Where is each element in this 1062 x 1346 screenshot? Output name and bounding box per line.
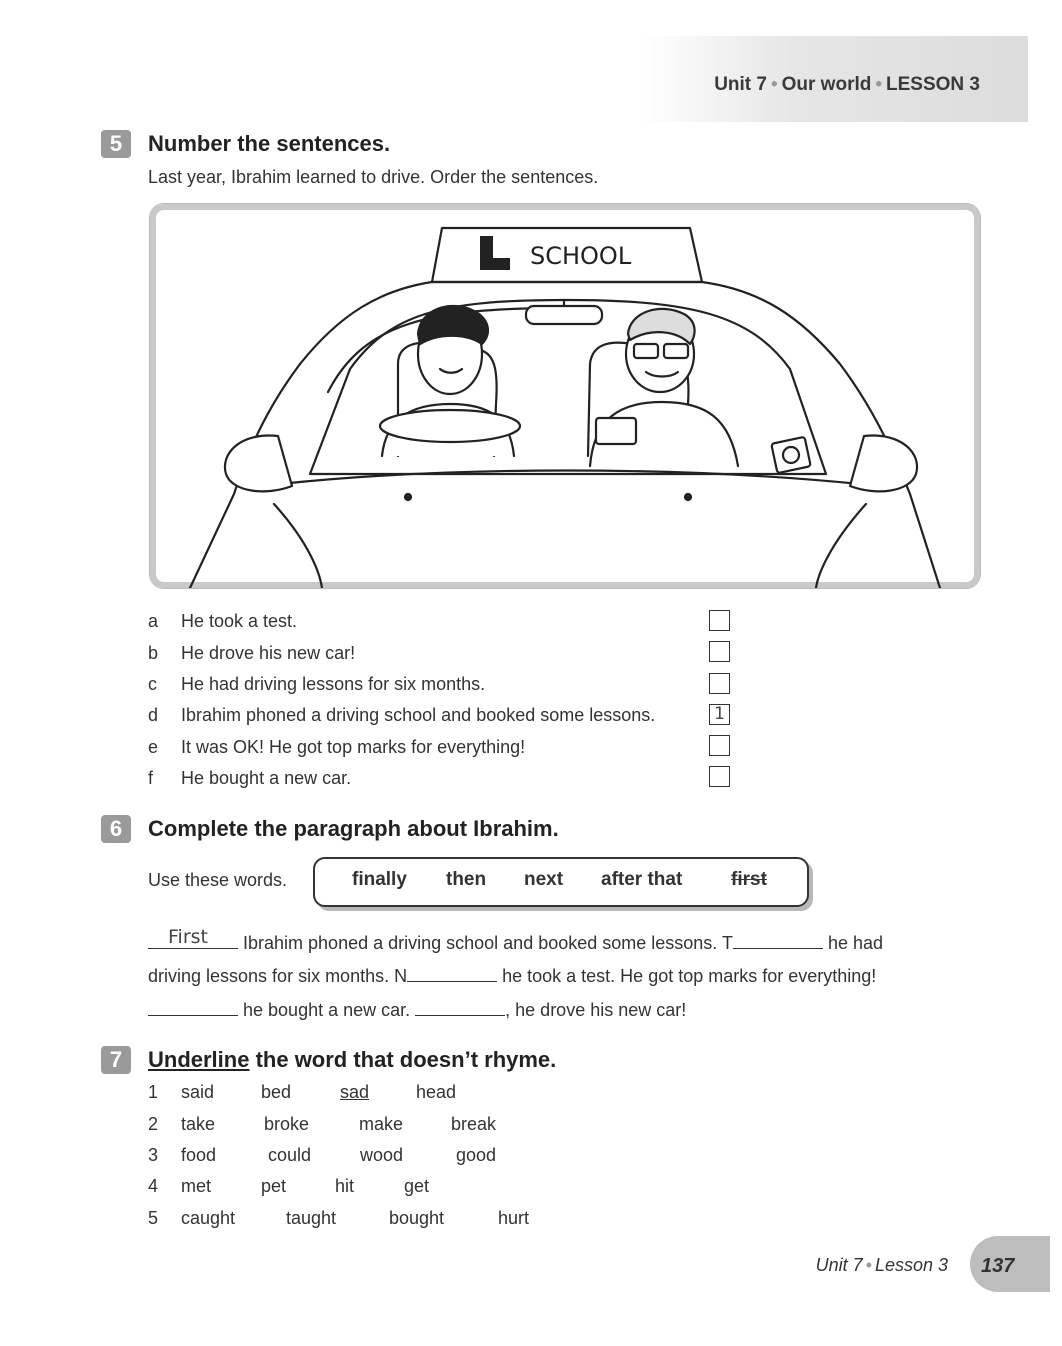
- header-unit: Unit 7: [714, 74, 767, 95]
- word-bank-item-used: first: [731, 869, 767, 890]
- rhyme-row-1: [148, 1082, 748, 1106]
- blank-4[interactable]: [148, 999, 238, 1016]
- rhyme-word[interactable]: good: [456, 1145, 497, 1165]
- sentence-letter: e: [148, 737, 159, 757]
- paragraph-line-1: [148, 926, 884, 954]
- rhyme-word[interactable]: head: [416, 1082, 457, 1102]
- rhyme-word[interactable]: wood: [360, 1145, 404, 1165]
- handwritten-answer: First: [168, 926, 208, 948]
- footer-dot: •: [865, 1255, 872, 1275]
- paragraph-text: Ibrahim phoned a driving school and booked some lessons. T: [243, 933, 733, 953]
- section-6-title: Complete the paragraph about Ibrahim.: [148, 816, 559, 841]
- section-5-number: 5: [101, 130, 131, 158]
- rhyme-word[interactable]: taught: [286, 1208, 337, 1228]
- answer-box-b[interactable]: [709, 641, 730, 662]
- row-number: 3: [148, 1145, 159, 1165]
- sentence-letter: d: [148, 705, 159, 725]
- driving-school-illustration: [150, 204, 980, 588]
- rhyme-row-3: [148, 1145, 748, 1169]
- rhyme-word[interactable]: food: [181, 1145, 217, 1165]
- section-5-title: Number the sentences.: [148, 131, 391, 156]
- section-7-number: 7: [101, 1046, 131, 1074]
- sentence-letter: a: [148, 611, 159, 631]
- use-these-words-label: Use these words.: [148, 870, 288, 890]
- paragraph-text: he took a test. He got top marks for everything!: [502, 966, 877, 986]
- row-number: 5: [148, 1208, 159, 1228]
- word-bank-item: after that: [601, 869, 683, 890]
- answer-box-f[interactable]: [709, 766, 730, 787]
- header-dot-1: •: [770, 74, 778, 95]
- sentence-d: [148, 705, 655, 729]
- rhyme-word[interactable]: hit: [335, 1176, 355, 1196]
- word-bank-item: finally: [352, 869, 407, 890]
- sentence-text: He took a test.: [181, 611, 298, 631]
- header-title: Our world: [781, 74, 872, 95]
- sentence-letter: b: [148, 643, 159, 663]
- paragraph-text: he had: [828, 933, 884, 953]
- sentence-b: [148, 643, 355, 667]
- row-number: 4: [148, 1176, 159, 1196]
- footer-unit: Unit 7: [815, 1255, 863, 1275]
- answer-box-e[interactable]: [709, 735, 730, 756]
- section-5-instruction: Last year, Ibrahim learned to drive. Order the sentences.: [148, 167, 599, 187]
- rhyme-row-2: [148, 1114, 748, 1138]
- rhyme-row-4: [148, 1176, 748, 1200]
- rhyme-word[interactable]: pet: [261, 1176, 287, 1196]
- blank-3[interactable]: [407, 965, 497, 982]
- footer-breadcrumb: [816, 1255, 948, 1276]
- sentence-text: He drove his new car!: [181, 643, 356, 663]
- row-number: 2: [148, 1114, 159, 1134]
- rhyme-word[interactable]: broke: [264, 1114, 310, 1134]
- blank-5[interactable]: [415, 999, 505, 1016]
- row-number: 1: [148, 1082, 159, 1102]
- l-plate-icon: [480, 236, 510, 270]
- sentence-e: [148, 737, 525, 761]
- rhyme-word[interactable]: get: [404, 1176, 430, 1196]
- rhyme-word[interactable]: bought: [389, 1208, 445, 1228]
- page-number: 137: [981, 1255, 1015, 1277]
- rhyme-word[interactable]: break: [451, 1114, 497, 1134]
- rhyme-word[interactable]: bed: [261, 1082, 292, 1102]
- answer-box-d[interactable]: 1: [709, 704, 730, 725]
- header-lesson: LESSON 3: [886, 74, 980, 95]
- footer-lesson: Lesson 3: [874, 1255, 948, 1275]
- sentence-a: [148, 611, 297, 635]
- paragraph-line-3: [148, 999, 686, 1021]
- sentence-f: [148, 768, 351, 792]
- rhyme-word[interactable]: caught: [181, 1208, 236, 1228]
- word-bank-item: then: [446, 869, 487, 890]
- rhyme-word[interactable]: take: [181, 1114, 216, 1134]
- paragraph-line-2: [148, 965, 876, 987]
- answer-box-c[interactable]: [709, 673, 730, 694]
- rhyme-word[interactable]: said: [181, 1082, 215, 1102]
- header-dot-2: •: [875, 74, 883, 95]
- paragraph-text: , he drove his new car!: [505, 1000, 687, 1020]
- section-7-title: [148, 1047, 556, 1073]
- title-rest: the word that doesn’t rhyme.: [249, 1047, 557, 1072]
- answer-box-a[interactable]: [709, 610, 730, 631]
- blank-1[interactable]: [148, 926, 238, 949]
- title-underlined-word: Underline: [148, 1047, 250, 1072]
- car-drawing: [150, 204, 980, 588]
- sentence-text: He bought a new car.: [181, 768, 352, 788]
- blank-2[interactable]: [733, 932, 823, 949]
- word-bank-item: next: [524, 869, 564, 890]
- paragraph-text: driving lessons for six months. N: [148, 966, 408, 986]
- rhyme-word[interactable]: met: [181, 1176, 212, 1196]
- sentence-text: Ibrahim phoned a driving school and booked some lessons.: [181, 705, 656, 725]
- section-6-number: 6: [101, 815, 131, 843]
- rhyme-word[interactable]: make: [359, 1114, 404, 1134]
- rhyme-word-underlined[interactable]: sad: [340, 1082, 370, 1102]
- sentence-letter: f: [148, 768, 154, 788]
- sentence-text: He had driving lessons for six months.: [181, 674, 486, 694]
- paragraph-text: he bought a new car.: [243, 1000, 411, 1020]
- sentence-text: It was OK! He got top marks for everything!: [181, 737, 526, 757]
- sentence-letter: c: [148, 674, 157, 694]
- rhyme-word[interactable]: could: [268, 1145, 312, 1165]
- sentence-c: [148, 674, 485, 698]
- rhyme-word[interactable]: hurt: [498, 1208, 530, 1228]
- header-breadcrumb: [714, 74, 980, 96]
- rhyme-row-5: [148, 1208, 748, 1232]
- school-sign-text: SCHOOL: [530, 242, 632, 270]
